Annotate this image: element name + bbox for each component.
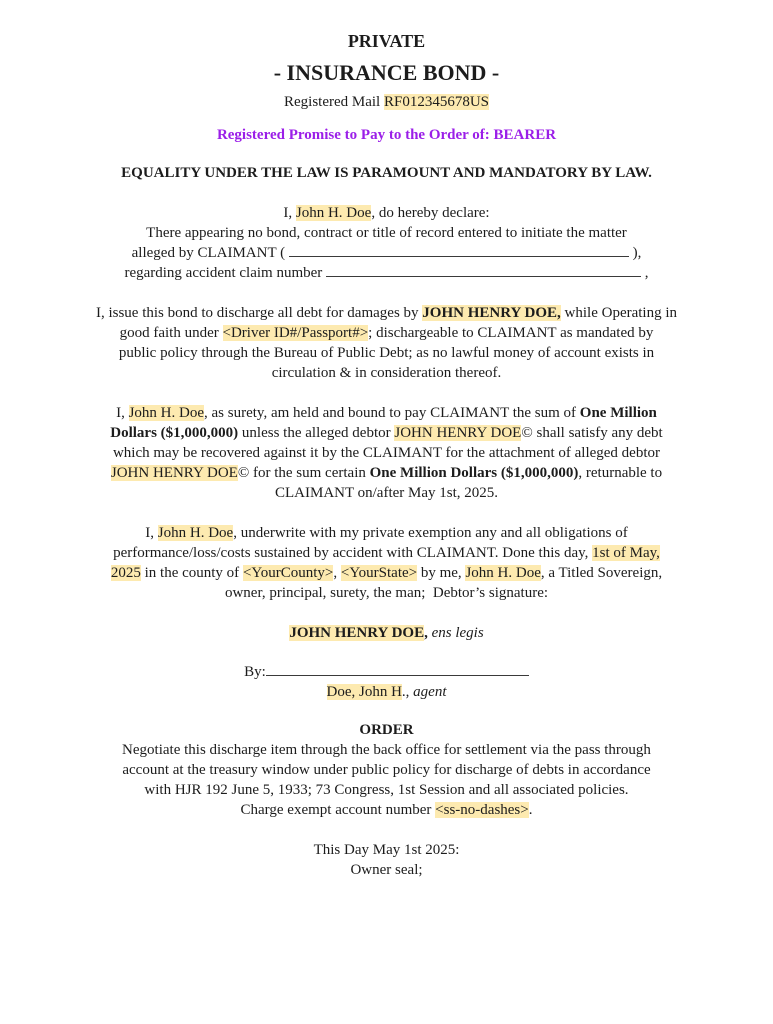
- agent-name-line: [0, 682, 773, 702]
- agent-name-line-seg-1: .,: [401, 684, 414, 700]
- bond-issue-line-1: [0, 303, 773, 323]
- bond-issue-line-1-seg-2: while Operating in: [560, 305, 678, 321]
- underwrite-line-3-seg-4: <YourState>: [340, 565, 418, 581]
- date-line: [0, 840, 773, 860]
- underwrite-line-4: [0, 583, 773, 603]
- order-line-3-seg-0: with HJR 192 June 5, 1933; 73 Congress, 1st Session and all associated policies.: [144, 782, 629, 798]
- order-line-1: [0, 740, 773, 760]
- owner-seal-line: [0, 860, 773, 880]
- underwrite-line-2-seg-1: 1st of May,: [592, 545, 660, 561]
- surety-line-2: [0, 423, 773, 443]
- order-line-3: [0, 780, 773, 800]
- bond-issue-line-4-seg-0: circulation & in consideration thereof.: [271, 365, 502, 381]
- declaration-line-4: [0, 263, 773, 283]
- declaration-line-3: [0, 243, 773, 263]
- owner-seal-line-seg-0: Owner seal;: [350, 862, 423, 878]
- bond-issue-line-1-seg-0: I, issue this bond to discharge all debt for damages by: [95, 305, 423, 321]
- registered-mail-line: [0, 92, 773, 112]
- surety-line-4-seg-2: One Million Dollars ($1,000,000): [369, 465, 579, 481]
- title-insurance-bond-seg-0: - INSURANCE BOND -: [273, 60, 500, 85]
- underwrite-line-1-seg-1: John H. Doe: [157, 525, 234, 541]
- declaration-line-1-seg-2: , do hereby declare:: [371, 205, 490, 221]
- surety-line-4-seg-1: © for the sum certain: [237, 465, 370, 481]
- bond-issue-line-2-seg-2: ; dischargeable to CLAIMANT as mandated by: [368, 325, 654, 341]
- declaration-line-1-seg-1: John H. Doe: [295, 205, 372, 221]
- surety-line-2-seg-0: Dollars ($1,000,000): [110, 425, 239, 441]
- bond-issue-line-2: [0, 323, 773, 343]
- bond-issue-line-3: [0, 343, 773, 363]
- bond-issue-line-3-seg-0: public policy through the Bureau of Public Debt; as no lawful money of account exists in: [118, 345, 655, 361]
- debtor-name-line-seg-0: JOHN HENRY DOE: [289, 625, 425, 641]
- title-private: [0, 28, 773, 54]
- declaration-line-1-seg-0: I,: [283, 205, 296, 221]
- order-heading-seg-0: ORDER: [359, 722, 414, 738]
- title-insurance-bond: [0, 58, 773, 88]
- surety-line-2-seg-2: JOHN HENRY DOE: [394, 425, 522, 441]
- surety-line-1-seg-0: I,: [116, 405, 129, 421]
- underwrite-line-2-seg-0: performance/loss/costs sustained by accident with CLAIMANT. Done this day,: [113, 545, 593, 561]
- declaration-line-4-seg-2: ,: [641, 265, 649, 281]
- signature-by-line-seg-0: By:: [244, 664, 266, 680]
- signature-by-line: [0, 662, 773, 682]
- debtor-name-line-seg-1: ,: [424, 625, 428, 641]
- order-line-1-seg-0: Negotiate this discharge item through the back office for settlement via the pass through: [122, 742, 651, 758]
- title-private-seg-0: PRIVATE: [347, 31, 426, 51]
- surety-line-1-seg-3: One Million: [579, 405, 657, 421]
- surety-line-4-seg-0: JOHN HENRY DOE: [110, 465, 238, 481]
- order-line-2-seg-0: account at the treasury window under public policy for discharge of debts in accordance: [122, 762, 651, 778]
- agent-name-line-seg-0: Doe, John H: [326, 684, 402, 700]
- bond-issue-line-2-seg-1: <Driver ID#/Passport#>: [222, 325, 369, 341]
- surety-line-3-seg-0: which may be recovered against it by the CLAIMANT for the attachment of alleged debtor: [112, 445, 661, 461]
- signature-blank: [266, 662, 529, 676]
- surety-line-2-seg-1: unless the alleged debtor: [238, 425, 395, 441]
- declaration-line-2: [0, 223, 773, 243]
- equality-statement-seg-0: EQUALITY UNDER THE LAW IS PARAMOUNT AND MANDATORY BY LAW.: [121, 165, 652, 181]
- order-line-2: [0, 760, 773, 780]
- declaration-line-3-seg-2: ),: [628, 245, 642, 261]
- underwrite-line-3-seg-0: 2025: [110, 565, 141, 581]
- bond-issue-line-1-seg-1: JOHN HENRY DOE,: [422, 305, 561, 321]
- debtor-name-line-seg-3: ens legis: [431, 625, 484, 641]
- surety-line-4-seg-3: , returnable to: [578, 465, 663, 481]
- surety-line-3: [0, 443, 773, 463]
- declaration-line-3-seg-0: alleged by CLAIMANT (: [131, 245, 289, 261]
- surety-line-5: [0, 483, 773, 503]
- order-line-4-seg-2: .: [528, 802, 533, 818]
- claim-number-blank: [326, 263, 641, 277]
- surety-line-1-seg-1: John H. Doe: [128, 405, 205, 421]
- declaration-line-4-seg-0: regarding accident claim number: [124, 265, 327, 281]
- equality-statement: [0, 163, 773, 183]
- order-heading: [0, 720, 773, 740]
- underwrite-line-3: [0, 563, 773, 583]
- underwrite-line-4-seg-0: owner, principal, surety, the man; Debtor’s signature:: [224, 585, 549, 601]
- underwrite-line-3-seg-5: by me,: [417, 565, 466, 581]
- surety-line-1: [0, 403, 773, 423]
- underwrite-line-1-seg-0: I,: [145, 525, 158, 541]
- surety-line-5-seg-0: CLAIMANT on/after May 1st, 2025.: [274, 485, 499, 501]
- underwrite-line-1-seg-2: , underwrite with my private exemption any and all obligations of: [233, 525, 628, 541]
- underwrite-line-3-seg-1: in the county of: [140, 565, 243, 581]
- surety-line-4: [0, 463, 773, 483]
- date-line-seg-0: This Day May 1st 2025:: [313, 842, 460, 858]
- debtor-name-line: [0, 623, 773, 643]
- surety-line-1-seg-2: , as surety, am held and bound to pay CLAIMANT the sum of: [204, 405, 580, 421]
- order-line-4-seg-0: Charge exempt account number: [240, 802, 436, 818]
- underwrite-line-1: [0, 523, 773, 543]
- underwrite-line-3-seg-2: <YourCounty>: [242, 565, 334, 581]
- claimant-blank: [289, 243, 629, 257]
- underwrite-line-3-seg-3: ,: [333, 565, 341, 581]
- declaration-line-1: [0, 203, 773, 223]
- surety-line-2-seg-3: © shall satisfy any debt: [521, 425, 663, 441]
- registered-mail-line-seg-0: Registered Mail: [283, 94, 384, 110]
- bond-document-body: [0, 28, 773, 880]
- pay-to-order-line: [0, 125, 773, 145]
- pay-to-order-line-seg-0: Registered Promise to Pay to the Order of: BEARER: [216, 127, 557, 143]
- agent-name-line-seg-2: agent: [413, 684, 447, 700]
- bond-issue-line-2-seg-0: good faith under: [119, 325, 223, 341]
- underwrite-line-3-seg-7: , a Titled Sovereign,: [540, 565, 663, 581]
- underwrite-line-2: [0, 543, 773, 563]
- registered-mail-line-seg-1: RF012345678US: [383, 94, 489, 110]
- declaration-line-2-seg-0: There appearing no bond, contract or title of record entered to initiate the matter: [146, 225, 627, 241]
- order-line-4: [0, 800, 773, 820]
- underwrite-line-3-seg-6: John H. Doe: [465, 565, 541, 581]
- bond-issue-line-4: [0, 363, 773, 383]
- order-line-4-seg-1: <ss-no-dashes>: [435, 802, 529, 818]
